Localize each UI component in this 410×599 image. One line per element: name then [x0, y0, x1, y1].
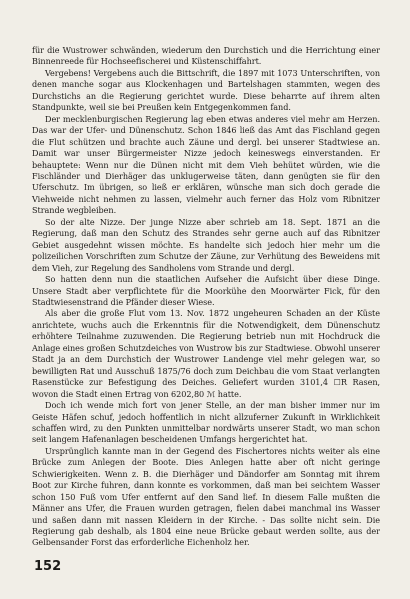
paragraph-7: Doch ich wende mich fort von jener Stelle, an der man bisher immer nur im Geiste Häfen schuf, jedoch hoffentlich in nicht allzuferner Zukunft in Wirklichkeit schaffen wird, zu den Punkten unmittelbar nordwärts unserer Stadt, wo man schon seit langem Hafenanlagen bescheidenen Umfangs hergerichtet hat. [32, 400, 380, 445]
paragraph-1: für die Wustrower schwänden, wiederum den Durchstich und die Herrichtung einer Binnenreede für Hochseefischerei und Küstenschiffahrt. [32, 45, 380, 67]
body-text [32, 45, 380, 549]
paragraph-2: Vergebens! Vergebens auch die Bittschrift, die 1897 mit 1073 Unterschriften, von denen manche sogar aus Klockenhagen und Bartelshagen stammten, wegen des Durchstichs an die Regierung gerichtet wurde. Diese beharrte auf ihrem alten Standpunkte, weil sie bei Preußen kein Entgegenkommen fand. [32, 67, 380, 113]
paragraph-4: So der alte Nizze. Der junge Nizze aber schrieb am 18. Sept. 1871 an die Regierung, daß man den Schutz des Strandes sehr gerne auch auf das Ribnitzer Gebiet ausgedehnt wissen möchte. Es handelte sich jedoch hier mehr um die polizeilichen Vorschriften zum Schutze der Zäune, zur Verhütung des Beweidens mit dem Vieh, zur Regelung des Sandholens vom Strande und dergl. [32, 216, 380, 273]
paragraph-6: Als aber die große Flut vom 13. Nov. 1872 ungeheuren Schaden an der Küste anrichtete, wuchs auch die Erkenntnis für die Notwendigkeit, dem Dünenschutz erhöhtere Teilnahme zuzuwenden. Die Regierung betrieb nun mit Hochdruck die Anlage eines großen Schutzdeiches von Wustrow bis zur Stadtwiese. Obwohl unserer Stadt ja an dem Durchstich der Wustrower Landenge viel mehr gelegen war, so bewilligten Rat und Ausschuß 1875/76 doch zum Deichbau die vom Staat verlangten Rasenstücke zur Befestigung des Deiches. Geliefert wurden 3101,4 ☐R Rasen, wovon die Stadt einen Ertrag von 6202,80 ℳ hatte. [32, 308, 380, 399]
paragraph-8: Ursprünglich kannte man in der Gegend des Fischertores nichts weiter als eine Brücke zum Anlegen der Boote. Dies Anlegen hatte aber oft nicht geringe Schwierigkeiten. Wenn z. B. die Dierhäger und Dändorfer am Sonntag mit ihrem Boot zur Kirche fuhren, dann konnte es vorkommen, daß man bei seichtem Wasser schon 150 Fuß vom Ufer entfernt auf den Sand lief. In diesem Falle mußten die Männer ans Ufer, die Frauen wurden getragen, fielen dabei manchmal ins Wasser und saßen dann mit nassen Kleidern in der Kirche. - Das sollte nicht sein. Die Regierung gab deshalb, als 1804 eine neue Brücke gebaut werden sollte, aus der Gelbensander Forst das erforderliche Eichenholz her. [32, 445, 380, 548]
paragraph-3: Der mecklenburgischen Regierung lag eben etwas anderes viel mehr am Herzen. Das war der Ufer- und Dünenschutz. Schon 1846 ließ das Amt das Fischland gegen die Flut schützen und brachte auch Zäune und dergl. bei unserer Stadtwiese an. Damit war unser Bürgermeister Nizze jedoch keineswegs einverstanden. Er behauptete: Wenn nur die Dünen nicht mit dem Vieh behütet würden, wie die Fischländer und Dierhäger das unklugerweise täten, dann genügten sie für den Uferschutz. Im übrigen, so ließ er erklären, wünsche man sich doch gerade die Viehweide nicht nehmen zu lassen, vielmehr auch ferner das Holz vom Ribnitzer Strande wegbleiben. [32, 113, 380, 216]
paragraph-5: So hatten denn nun die staatlichen Aufseher die Aufsicht über diese Dinge. Unsere Stadt aber verpflichtete für die Moorkühe den Moorwärter Fick, für den Stadtwiesenstrand die Pfänder dieser Wiese. [32, 274, 380, 307]
page-number: 152 [34, 559, 62, 574]
